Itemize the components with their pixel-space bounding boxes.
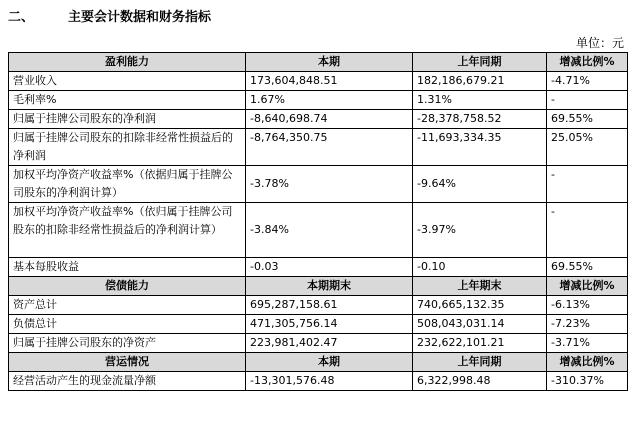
row-label: 归属于挂牌公司股东的净资产 [9, 334, 246, 353]
prior-value: 182,186,679.21 [413, 72, 547, 91]
row-label: 营业收入 [9, 72, 246, 91]
change-value: -7.23% [547, 315, 628, 334]
table-row [9, 315, 628, 334]
current-value: -3.78% [246, 166, 413, 203]
change-value: - [547, 166, 628, 203]
profit-header-change: 增减比例% [547, 53, 628, 72]
operations-header-current: 本期 [246, 353, 413, 372]
current-value: 1.67% [246, 91, 413, 110]
change-value: 25.05% [547, 129, 628, 166]
change-value: 69.55% [547, 258, 628, 277]
row-label: 归属于挂牌公司股东的净利润 [9, 110, 246, 129]
section-number: 二、 [8, 10, 35, 25]
current-value: 471,305,756.14 [246, 315, 413, 334]
row-label: 毛利率% [9, 91, 246, 110]
table-row [9, 296, 628, 315]
profit-header-current: 本期 [246, 53, 413, 72]
solvency-header-prior: 上年期末 [413, 277, 547, 296]
row-label: 加权平均净资产收益率%（依归属于挂牌公司股东的扣除非经常性损益后的净利润计算） [9, 203, 246, 258]
table-row [9, 72, 628, 91]
change-value: - [547, 91, 628, 110]
prior-value: -9.64% [413, 166, 547, 203]
current-value: 695,287,158.61 [246, 296, 413, 315]
current-value: -0.03 [246, 258, 413, 277]
table-row [9, 258, 628, 277]
table-row [9, 372, 628, 391]
row-label: 经营活动产生的现金流量净额 [9, 372, 246, 391]
current-value: -8,764,350.75 [246, 129, 413, 166]
prior-value: 6,322,998.48 [413, 372, 547, 391]
change-value: - [547, 203, 628, 258]
prior-value: 232,622,101.21 [413, 334, 547, 353]
table-row [9, 334, 628, 353]
change-value: -3.71% [547, 334, 628, 353]
table-row [9, 129, 628, 166]
change-value: -310.37% [547, 372, 628, 391]
prior-value: -11,693,334.35 [413, 129, 547, 166]
operations-header-category: 营运情况 [9, 353, 246, 372]
prior-value: 508,043,031.14 [413, 315, 547, 334]
solvency-header-change: 增减比例% [547, 277, 628, 296]
table-row [9, 110, 628, 129]
unit-label: 单位：元 [575, 36, 624, 50]
current-value: -13,301,576.48 [246, 372, 413, 391]
current-value: 173,604,848.51 [246, 72, 413, 91]
section-heading [8, 6, 211, 25]
profit-header-category: 盈利能力 [9, 53, 246, 72]
profit-header-row [9, 53, 628, 72]
current-value: -3.84% [246, 203, 413, 258]
operations-header-row [9, 353, 628, 372]
table-row [9, 166, 628, 203]
current-value: 223,981,402.47 [246, 334, 413, 353]
row-label: 基本每股收益 [9, 258, 246, 277]
row-label: 负债总计 [9, 315, 246, 334]
row-label: 归属于挂牌公司股东的扣除非经常性损益后的净利润 [9, 129, 246, 166]
table-row [9, 91, 628, 110]
solvency-header-category: 偿债能力 [9, 277, 246, 296]
prior-value: -3.97% [413, 203, 547, 258]
change-value: 69.55% [547, 110, 628, 129]
prior-value: -0.10 [413, 258, 547, 277]
section-title: 主要会计数据和财务指标 [68, 10, 212, 25]
prior-value: 1.31% [413, 91, 547, 110]
solvency-header-current: 本期期末 [246, 277, 413, 296]
operations-header-change: 增减比例% [547, 353, 628, 372]
row-label: 资产总计 [9, 296, 246, 315]
profit-header-prior: 上年同期 [413, 53, 547, 72]
financial-data-table [8, 52, 628, 391]
row-label: 加权平均净资产收益率%（依据归属于挂牌公司股东的净利润计算） [9, 166, 246, 203]
solvency-header-row [9, 277, 628, 296]
change-value: -4.71% [547, 72, 628, 91]
table-row [9, 203, 628, 258]
change-value: -6.13% [547, 296, 628, 315]
current-value: -8,640,698.74 [246, 110, 413, 129]
operations-header-prior: 上年同期 [413, 353, 547, 372]
prior-value: 740,665,132.35 [413, 296, 547, 315]
prior-value: -28,378,758.52 [413, 110, 547, 129]
